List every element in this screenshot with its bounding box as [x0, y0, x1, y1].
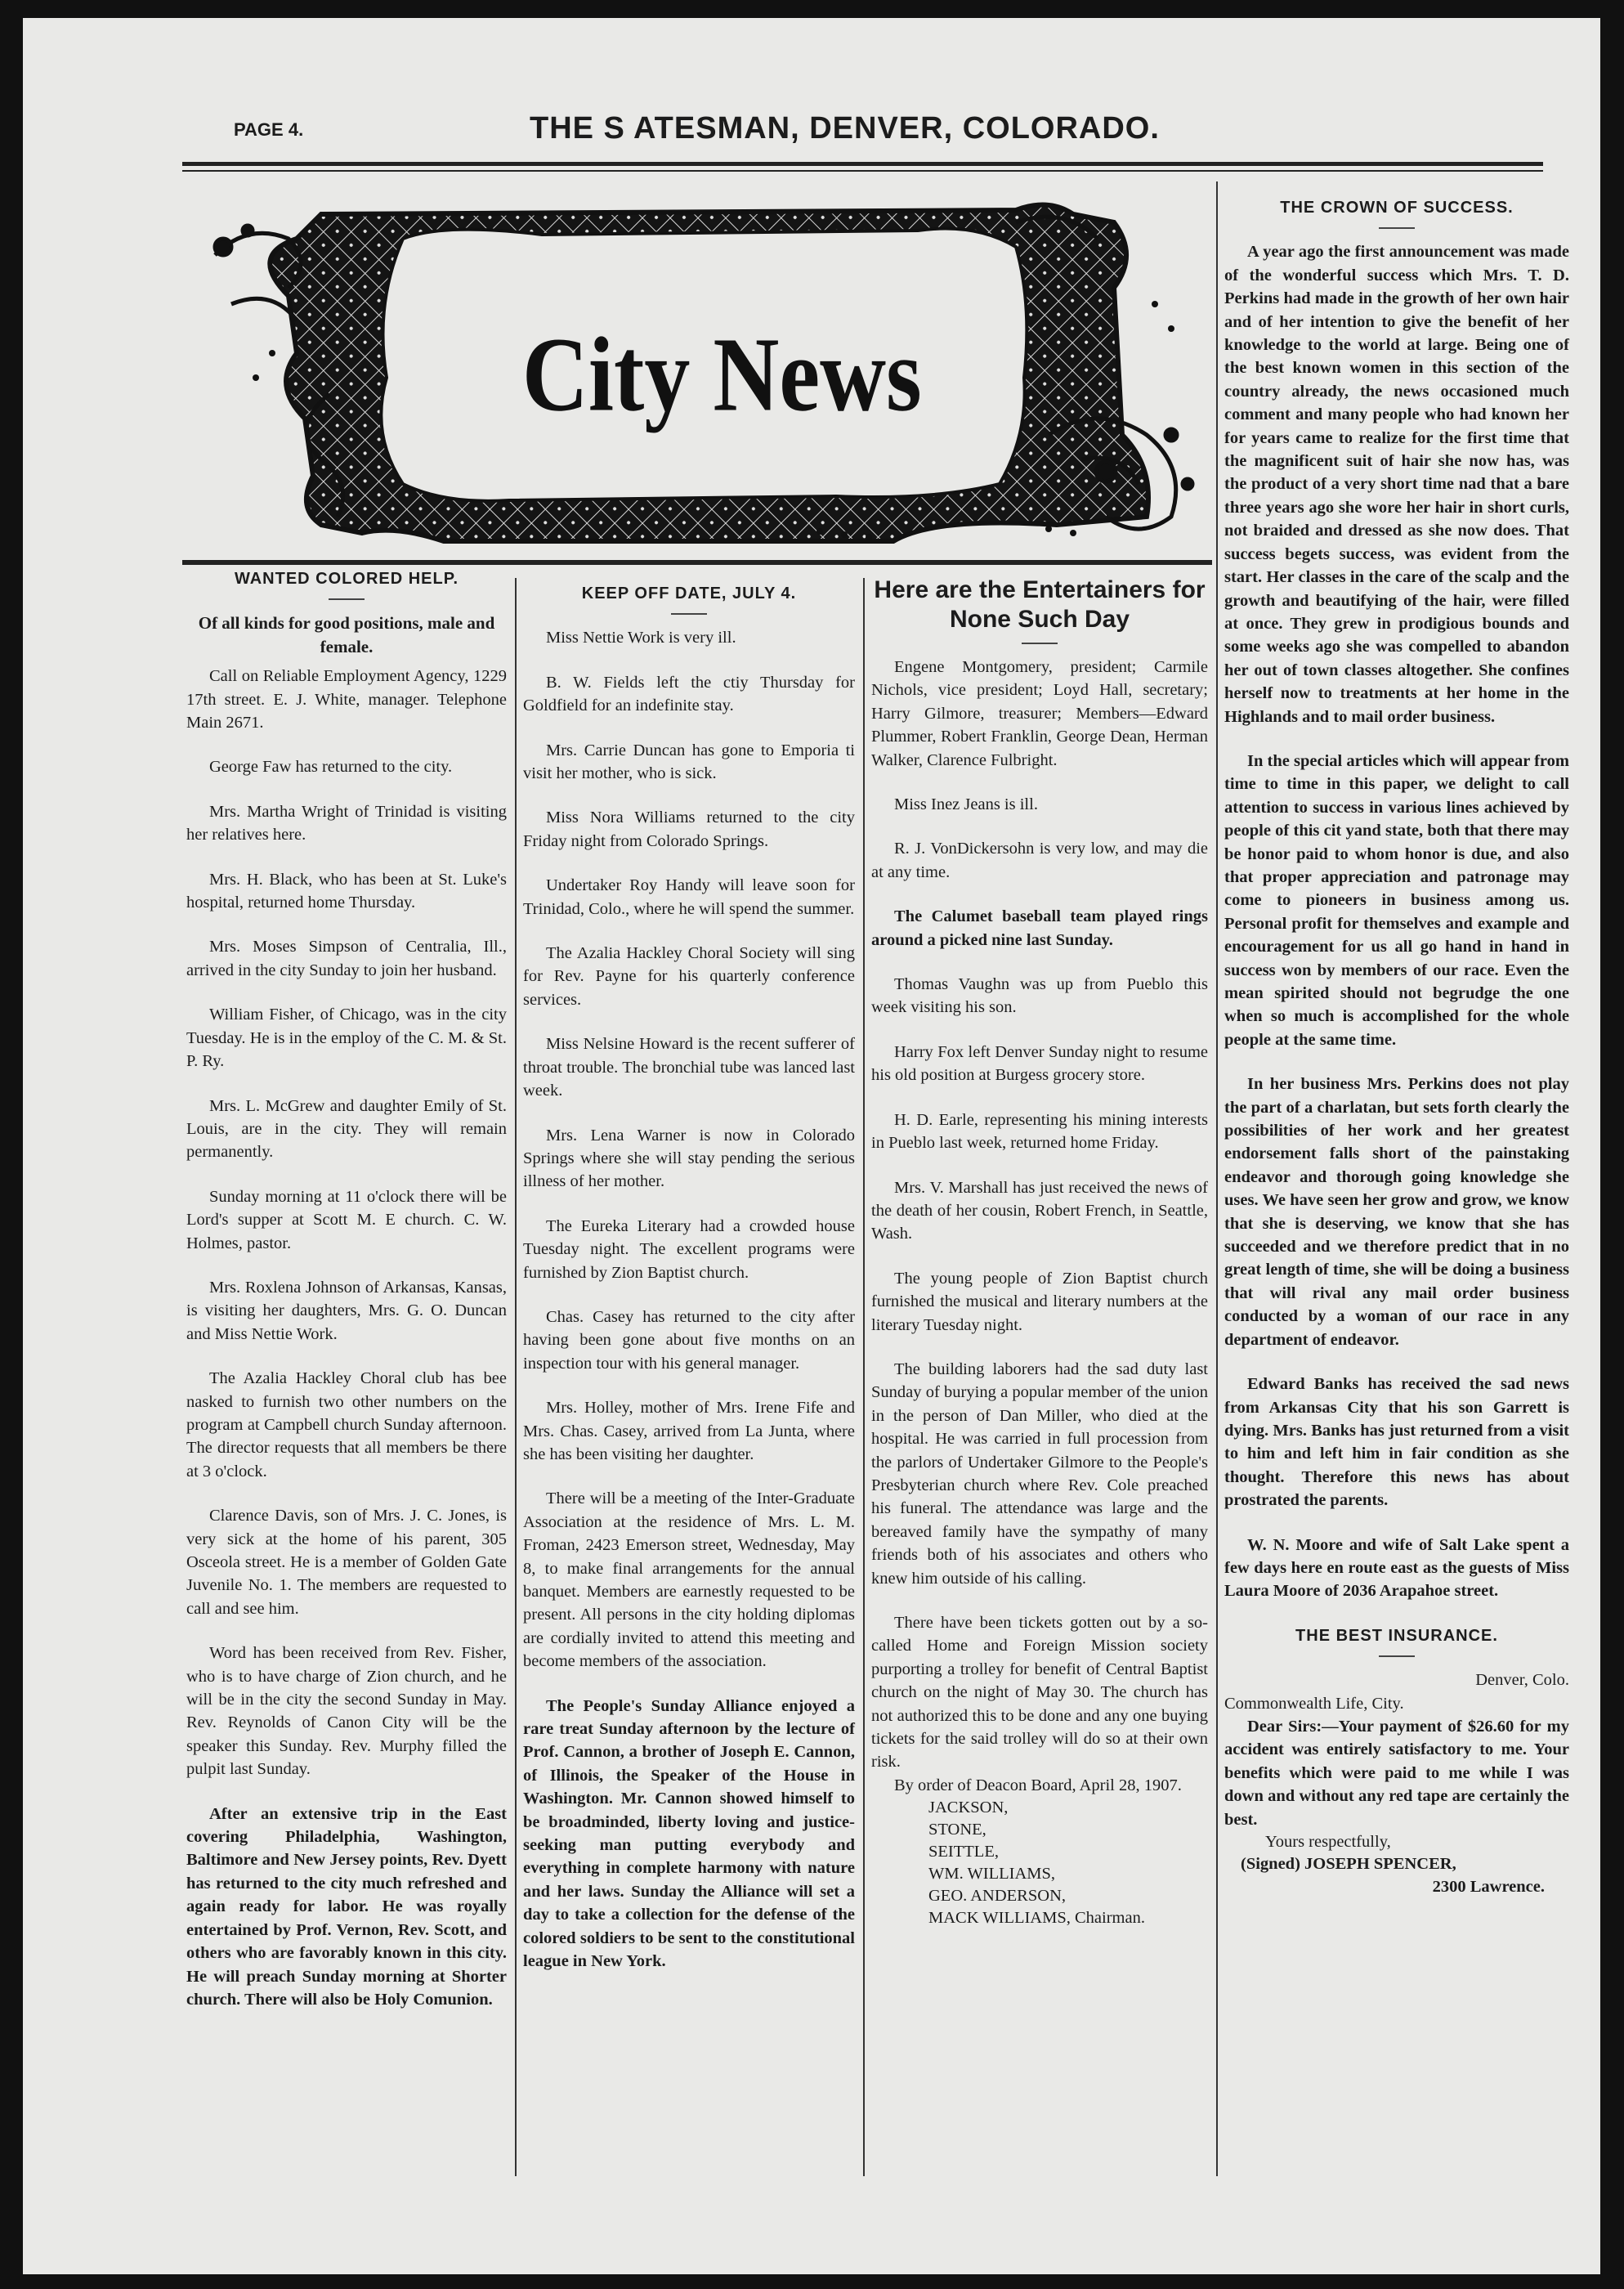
column-rule [1216, 181, 1218, 2176]
news-item: Mrs. Moses Simpson of Centralia, Ill., arrived in the city Sunday to join her husband. [186, 938, 507, 979]
news-item: Word has been received from Rev. Fisher, who is to have charge of Zion church, and he will be in the city the second Sunday in May. Rev. Reynolds of Canon City will be the speaker this Sunday. Rev. Murphy filled the pulpit last Sunday. [186, 1644, 507, 1779]
news-item: The Azalia Hackley Choral club has bee nasked to furnish two other numbers on the program at Campbell church Sunday afternoon. The director requests that all members be there at 3 o'clock. [186, 1369, 507, 1480]
news-item: The Eureka Literary had a crowded house Tuesday night. The excellent programs were furnished by Zion Baptist church. [523, 1216, 855, 1282]
letter-body: Dear Sirs:—Your payment of $26.60 for my accident was entirely satisfactory to me. Your benefits which were paid to me while I was down and without any red tape are certainly the best. [1224, 1717, 1569, 1829]
news-item: There have been tickets gotten out by a so-called Home and Foreign Mission society purporting a trolley for benefit of Central Baptist church on the night of May 30. The church has not authorized this to be done and any one buying tickets for the said trolley will do so at their own risk. [871, 1614, 1208, 1772]
news-item: Mrs. Roxlena Johnson of Arkansas, Kansas, is visiting her daughters, Mrs. G. O. Duncan and Miss Nettie Work. [186, 1278, 507, 1343]
banner-rule [182, 560, 1212, 565]
article-paragraph: In her business Mrs. Perkins does not play the part of a charlatan, but sets forth clearly the possibilities of her work and her greatest endorsement falls short of the painstaking endeavor and thorough going knowledge she uses. We have seen her grow and grow, we know that she is deserving, we know that she has succeeded and we therefore predict that in no great length of time, she will be doing a business that will rival any mail order business conducted by a woman of our race in any department of endeavor. [1224, 1075, 1569, 1349]
news-item: Miss Nettie Work is very ill. [546, 629, 736, 647]
masthead: THE S ATESMAN, DENVER, COLORADO. [530, 111, 1160, 146]
news-item: Miss Inez Jeans is ill. [894, 795, 1038, 814]
column-rule [515, 578, 517, 2176]
news-item: Harry Fox left Denver Sunday night to resume his old position at Burgess grocery store. [871, 1042, 1208, 1085]
page-header [23, 103, 1600, 168]
news-item: Mrs. L. McGrew and daughter Emily of St. Louis, are in the city. They will remain permanently. [186, 1096, 507, 1162]
article-paragraph: W. N. Moore and wife of Salt Lake spent a few days here en route east as the guests of Miss Laura Moore of 2036 Arapahoe street. [1224, 1535, 1569, 1601]
news-item: The Calumet baseball team played rings around a picked nine last Sunday. [871, 907, 1208, 949]
column-1 [186, 567, 507, 2032]
news-item: Mrs. H. Black, who has been at St. Luke's hospital, returned home Thursday. [186, 870, 507, 912]
column-rule [863, 578, 865, 2176]
news-item: The People's Sunday Alliance enjoyed a rare treat Sunday afternoon by the lecture of Prof. Cannon, a brother of Joseph E. Cannon, of Illinois, the Speaker of the House in Washington. Mr. Cannon showed himself to be broadminded, liberty loving and justice-seeking man putting everybody and everything in complete harmony with nature and her laws. Sunday the Alliance will set a day to take a collection for the defense of the colored soldiers to be sent to the constitutional league in New York. [523, 1696, 855, 1971]
divider [1379, 227, 1415, 229]
article-paragraph: In the special articles which will appear from time to time in this paper, we delight to call attention to success in various lines achieved by people of this cit yand state, both that there may be honor paid to whom honor is due, and also that proper appreciation and patronage may come to pioneers in business among us. Personal profit for themselves and example and encouragement for us all go hand in hand in success won by members of our race. Even the mean spirited should not begrudge the one when so much is accomplished for the whole people at the same time. [1224, 751, 1569, 1049]
column-2 [523, 582, 855, 1995]
news-item: Sunday morning at 11 o'clock there will be Lord's supper at Scott M. E church. C. W. Holmes, pastor. [186, 1187, 507, 1252]
news-item: Mrs. Lena Warner is now in Colorado Springs where she will stay pending the serious illness of her mother. [523, 1126, 855, 1191]
news-item: Chas. Casey has returned to the city after having been gone about five months on an inspection tour with his general manager. [523, 1307, 855, 1373]
subheading: Of all kinds for good positions, male and female. [198, 613, 495, 656]
news-item: H. D. Earle, representing his mining interests in Pueblo last week, returned home Friday. [871, 1110, 1208, 1153]
newspaper-page [23, 18, 1600, 2274]
news-item: Mrs. V. Marshall has just received the news of the death of her cousin, Robert French, in Seattle, Wash. [871, 1178, 1208, 1243]
divider [1379, 1655, 1415, 1657]
news-item: Mrs. Holley, mother of Mrs. Irene Fife and Mrs. Chas. Casey, arrived from La Junta, where she has been visiting her daughter. [523, 1399, 855, 1463]
section-heading: THE BEST INSURANCE. [1295, 1626, 1498, 1645]
letter-addressee: Commonwealth Life, City. [1224, 1694, 1404, 1713]
letter-signature: (Signed) JOSEPH SPENCER, [1241, 1855, 1456, 1873]
signer: STONE, [928, 1821, 986, 1839]
news-item: Clarence Davis, son of Mrs. J. C. Jones, is very sick at the home of his parent, 305 Osceola street. He is a member of Golden Gate Juvenile No. 1. The members are requested to call and see him. [186, 1507, 507, 1618]
signer: SEITTLE, [928, 1843, 999, 1861]
news-item: Miss Nelsine Howard is the recent sufferer of throat trouble. The bronchial tube was lanced last week. [523, 1035, 855, 1100]
banner-title: City News [521, 316, 922, 434]
news-item: Thomas Vaughn was up from Pueblo this week visiting his son. [871, 975, 1208, 1017]
deacon-order: By order of Deacon Board, April 28, 1907. [894, 1776, 1182, 1794]
letter-address: 2300 Lawrence. [1432, 1878, 1545, 1896]
news-item: The young people of Zion Baptist church furnished the musical and literary numbers at the literary Tuesday night. [871, 1269, 1208, 1334]
divider [1022, 643, 1058, 644]
news-item: Miss Nora Williams returned to the city Friday night from Colorado Springs. [523, 809, 855, 850]
members-list: Engene Montgomery, president; Carmile Nichols, vice president; Loyd Hall, secretary; Harry Gilmore, treasurer; Members—Edward Plummer, Robert Franklin, George Dean, Herman Walker, Clarence Fulbright. [871, 658, 1208, 769]
letter-closing: Yours respectfully, [1265, 1833, 1391, 1851]
signer: JACKSON, [928, 1798, 1009, 1817]
header-rule [182, 162, 1543, 166]
city-news-banner [199, 190, 1212, 549]
news-item: Call on Reliable Employment Agency, 1229 17th street. E. J. White, manager. Telephone Main 2671. [186, 667, 507, 732]
signer: MACK WILLIAMS, Chairman. [928, 1909, 1145, 1928]
article-paragraph: Edward Banks has received the sad news from Arkansas City that his son Garrett is dying. Mrs. Banks has just returned from a visit to him and left him in fair condition as she thought. Therefore this news has about prostrated the parents. [1224, 1375, 1569, 1510]
news-item: The building laborers had the sad duty last Sunday of burying a popular member of the union in the person of Dan Miller, who died at the hospital. He was carried in full procession from the parlors of Undertaker Gilmore to the People's Presbyterian church where Rev. Cole preached his funeral. The attendance was large and the bereaved family have the sympathy of many friends both of his associates and others who knew him outside of his calling. [871, 1360, 1208, 1588]
column-3 [871, 576, 1208, 1929]
letter-place: Denver, Colo. [1475, 1671, 1569, 1690]
news-item: Mrs. Martha Wright of Trinidad is visiting her relatives here. [186, 802, 507, 844]
column-4 [1224, 196, 1569, 1898]
news-item: After an extensive trip in the East covering Philadelphia, Washington, Baltimore and New Jersey points, Rev. Dyett has returned to the city much refreshed and again ready for labor. He was royally entertained by Prof. Vernon, Rev. Scott, and others who are favorably known in this city. He will preach Sunday morning at Shorter church. There will also be Holy Comunion. [186, 1804, 507, 2009]
news-item: Mrs. Carrie Duncan has gone to Emporia ti visit her mother, who is sick. [523, 741, 855, 783]
news-item: B. W. Fields left the ctiy Thursday for Goldfield for an indefinite stay. [523, 673, 855, 715]
news-item: R. J. VonDickersohn is very low, and may die at any time. [871, 840, 1208, 881]
news-item: The Azalia Hackley Choral Society will sing for Rev. Payne for his quarterly conference services. [523, 944, 855, 1009]
news-item: George Faw has returned to the city. [209, 758, 453, 777]
section-heading: Here are the Entertainers for None Such Day [874, 576, 1206, 633]
header-rule-thin [182, 170, 1543, 172]
signer: WM. WILLIAMS, [928, 1865, 1056, 1884]
news-item: There will be a meeting of the Inter-Graduate Association at the residence of Mrs. L. M. Froman, 2423 Emerson street, Wednesday, May 8, to make final arrangements for the annual banquet. Members are earnestly requested to be present. All persons in the city holding diplomas are cordially invited to attend this meeting and become members of the association. [523, 1489, 855, 1671]
divider [329, 598, 365, 600]
page-number: PAGE 4. [234, 119, 304, 140]
divider [671, 613, 707, 615]
section-heading: WANTED COLORED HELP. [234, 570, 459, 588]
section-heading: KEEP OFF DATE, JULY 4. [581, 585, 797, 602]
article-paragraph: A year ago the first announcement was made of the wonderful success which Mrs. T. D. Perkins had made in the growth of her own hair and of her intention to give the benefit of her knowledge to the world at large. Being one of the best known women in this section of the country already, the news occasioned much comment and many people who had known her for years came to realize for the first time that the magnificent suit of hair she now has, was the product of a very short time nad that a bare three years ago she wore her hair in short curls, not braided and dressed as she now does. That success begets success, was evident from the start. Her classes in the care of the scalp and the growth and beautifying of the hair, were filled at once. They grew in prodigious bounds and some weeks ago she was compelled to abandon her out of town classes altogether. She confines herself now to treatments at her home in the Highlands and to mail order business. [1224, 243, 1569, 726]
news-item: William Fisher, of Chicago, was in the city Tuesday. He is in the employ of the C. M. & St. P. Ry. [186, 1006, 507, 1071]
news-item: Undertaker Roy Handy will leave soon for Trinidad, Colo., where he will spend the summer. [523, 876, 855, 918]
signer: GEO. ANDERSON, [928, 1887, 1066, 1906]
section-heading: THE CROWN OF SUCCESS. [1280, 199, 1514, 217]
